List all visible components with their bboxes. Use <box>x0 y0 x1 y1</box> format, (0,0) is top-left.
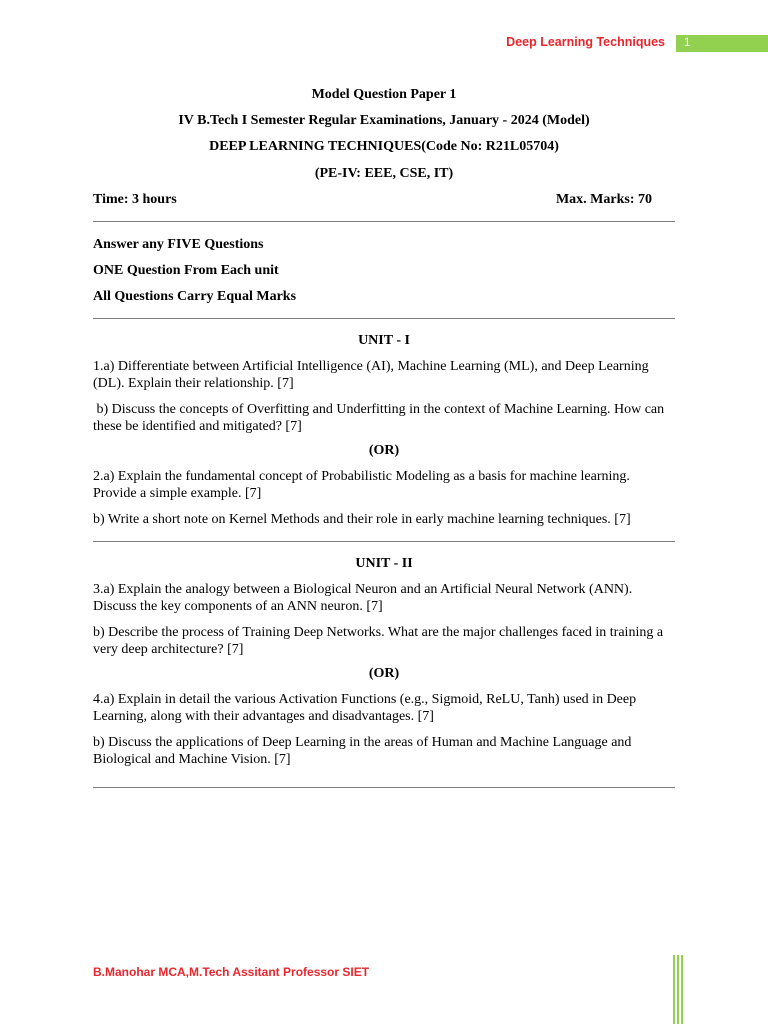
question-2b: b) Write a short note on Kernel Methods and their role in early machine learning techniques. [7] <box>93 512 631 527</box>
exam-name: IV B.Tech I Semester Regular Examinations, January - 2024 (Model) <box>178 113 590 128</box>
question-2a: 2.a) Explain the fundamental concept of Probabilistic Modeling as a basis for machine learning. Provide a simple example. [7] <box>93 469 630 501</box>
divider <box>93 318 675 319</box>
unit-heading: UNIT - I <box>358 333 410 348</box>
time-marks-row <box>93 191 675 209</box>
instruction-2: ONE Question From Each unit <box>93 263 279 278</box>
footer-decoration <box>673 955 685 1024</box>
question-3b: b) Describe the process of Training Deep Networks. What are the major challenges faced in training a very deep architecture? [7] <box>93 625 664 657</box>
question-3a: 3.a) Explain the analogy between a Biological Neuron and an Artificial Neural Network (ANN). Discuss the key components of an ANN neuron. [7] <box>93 582 633 614</box>
footer-author: B.Manohar MCA,M.Tech Assitant Professor SIET <box>93 965 370 979</box>
unit-heading: UNIT - II <box>355 556 413 571</box>
time-allowed: Time: 3 hours <box>93 192 177 207</box>
paper-title: Model Question Paper 1 <box>311 87 457 102</box>
instruction-1: Answer any FIVE Questions <box>93 237 264 252</box>
max-marks: Max. Marks: 70 <box>555 192 652 207</box>
branches: (PE-IV: EEE, CSE, IT) <box>314 166 454 181</box>
question-1b: b) Discuss the concepts of Overfitting and Underfitting in the context of Machine Learning. How can these be identified and mitigated? [7] <box>93 402 668 434</box>
divider <box>93 787 675 788</box>
page-number: 1 <box>684 37 691 49</box>
or-separator: (OR) <box>368 443 400 458</box>
divider <box>93 221 675 222</box>
divider <box>93 541 675 542</box>
instruction-3: All Questions Carry Equal Marks <box>93 289 297 304</box>
page-number-badge <box>676 35 768 52</box>
or-separator: (OR) <box>368 666 400 681</box>
question-paper <box>93 86 675 788</box>
question-1a: 1.a) Differentiate between Artificial Intelligence (AI), Machine Learning (ML), and Deep Learning (DL). Explain their relationship. [7] <box>93 359 649 391</box>
question-4b: b) Discuss the applications of Deep Learning in the areas of Human and Machine Language and Biological and Machine Vision. [7] <box>93 735 632 767</box>
header-title: Deep Learning Techniques <box>506 35 665 49</box>
question-4a: 4.a) Explain in detail the various Activation Functions (e.g., Sigmoid, ReLU, Tanh) used in Deep Learning, along with their advantages and disadvantages. [7] <box>93 692 637 724</box>
subject-name: DEEP LEARNING TECHNIQUES(Code No: R21L05704) <box>209 139 559 154</box>
